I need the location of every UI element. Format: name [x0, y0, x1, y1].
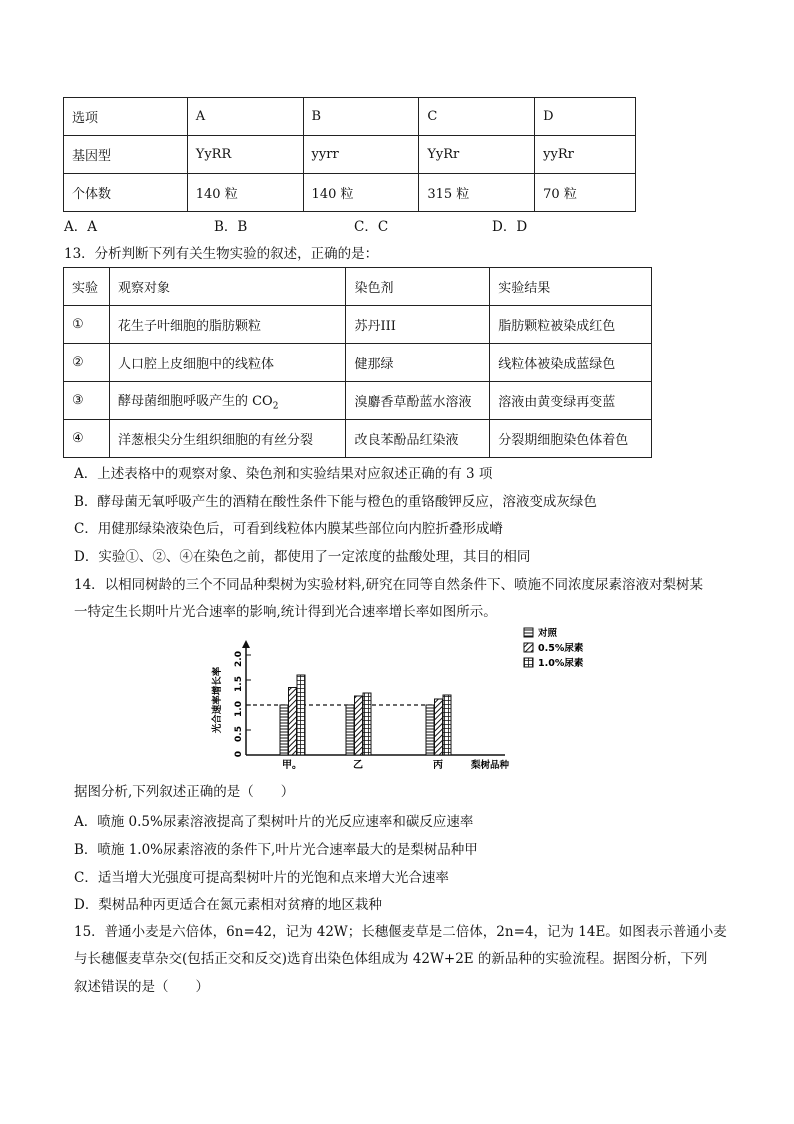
table-row: [64, 382, 652, 420]
y-axis-arrow-icon: [242, 640, 250, 648]
q13-option-a[interactable]: A．上述表格中的观察对象、染色剂和实验结果对应叙述正确的有 3 项: [74, 466, 493, 482]
q12-option-c[interactable]: C．C: [354, 219, 389, 235]
legend-label: 0.5%尿素: [538, 643, 584, 654]
table-cell: 140 粒: [303, 174, 419, 212]
table-cell: yyRr: [535, 136, 636, 174]
table-cell: 分裂期细胞染色体着色: [490, 420, 652, 458]
q15-stem-line3: 叙述错误的是（ ）: [74, 979, 209, 995]
q14-option-b[interactable]: B．喷施 1.0%尿素溶液的条件下,叶片光合速率最大的是梨树品种甲: [74, 842, 478, 858]
table-cell: C: [419, 98, 535, 136]
table-cell: ②: [64, 344, 110, 382]
table-cell: 315 粒: [419, 174, 535, 212]
table-cell: ①: [64, 306, 110, 344]
table-cell: 溴麝香草酚蓝水溶液: [346, 382, 490, 420]
legend-swatch: [524, 628, 533, 637]
photosynthesis-chart: [200, 620, 620, 780]
table-row: [64, 98, 636, 136]
experiment-table: [63, 267, 652, 458]
table-cell: 线粒体被染成蓝绿色: [490, 344, 652, 382]
q14-stem-line2: 一特定生长期叶片光合速率的影响,统计得到光合速率增长率如图所示。: [74, 604, 497, 620]
table-cell: ③: [64, 382, 110, 420]
legend-swatch: [524, 658, 533, 667]
y-tick-label: 0: [234, 751, 244, 758]
table-row: [64, 136, 636, 174]
bar: [280, 705, 288, 755]
bar: [426, 705, 434, 755]
q15-stem-line1: 15．普通小麦是六倍体，6n=42，记为 42W；长穗偃麦草是二倍体，2n=4，记为 14E。如图表示普通小麦: [74, 924, 727, 940]
table-header-cell: 染色剂: [346, 268, 490, 306]
q12-option-a[interactable]: A．A: [64, 219, 97, 235]
table-cell: 140 粒: [187, 174, 303, 212]
genotype-table: [63, 97, 636, 212]
table-cell: B: [303, 98, 419, 136]
q15-stem-line2: 与长穗偃麦草杂交(包括正交和反交)选育出染色体组成为 42W+2E 的新品种的实验流程。据图分析，下列: [74, 951, 708, 967]
bar: [289, 688, 297, 756]
q14-question: 据图分析,下列叙述正确的是（ ）: [74, 784, 295, 800]
y-tick-label: 2.0: [234, 651, 244, 667]
table-cell: 脂肪颗粒被染成红色: [490, 306, 652, 344]
bar: [346, 705, 354, 755]
legend-label: 对照: [538, 628, 558, 639]
table-cell: 个体数: [64, 174, 188, 212]
table-cell: 花生子叶细胞的脂肪颗粒: [109, 306, 346, 344]
table-row: [64, 306, 652, 344]
table-cell: 改良苯酚品红染液: [346, 420, 490, 458]
q13-option-d[interactable]: D．实验①、②、④在染色之前，都使用了一定浓度的盐酸处理，其目的相同: [74, 549, 531, 565]
table-cell: 70 粒: [535, 174, 636, 212]
table-row: [64, 174, 636, 212]
q14-option-d[interactable]: D．梨树品种丙更适合在氮元素相对贫瘠的地区栽种: [74, 897, 382, 913]
bar: [297, 675, 305, 755]
table-header-row: [64, 268, 652, 306]
y-tick-label: 0.5: [234, 726, 244, 742]
bar: [443, 695, 451, 755]
table-cell: 基因型: [64, 136, 188, 174]
subscript: 2: [272, 401, 279, 412]
table-cell: D: [535, 98, 636, 136]
table-header-cell: 实验: [64, 268, 110, 306]
table-header-cell: 实验结果: [490, 268, 652, 306]
legend-swatch: [524, 643, 533, 652]
q12-option-d[interactable]: D．D: [492, 219, 528, 235]
table-cell: ④: [64, 420, 110, 458]
table-cell: A: [187, 98, 303, 136]
table-header-cell: 观察对象: [109, 268, 346, 306]
table-cell: yyrr: [303, 136, 419, 174]
bar: [435, 699, 443, 755]
table-cell: 健那绿: [346, 344, 490, 382]
q14-option-c[interactable]: C．适当增大光强度可提高梨树叶片的光饱和点来增大光合速率: [74, 870, 449, 886]
y-tick-label: 1.0: [234, 701, 244, 717]
legend-label: 1.0%尿素: [538, 658, 584, 669]
table-cell: 溶液由黄变绿再变蓝: [490, 382, 652, 420]
y-tick-label: 1.5: [234, 676, 244, 692]
table-cell: 苏丹III: [346, 306, 490, 344]
q13-option-b[interactable]: B．酵母菌无氧呼吸产生的酒精在酸性条件下能与橙色的重铬酸钾反应，溶液变成灰绿色: [74, 494, 597, 510]
bar: [363, 693, 371, 755]
table-row: [64, 420, 652, 458]
table-cell: 洋葱根尖分生组织细胞的有丝分裂: [109, 420, 346, 458]
q14-option-a[interactable]: A．喷施 0.5%尿素溶液提高了梨树叶片的光反应速率和碳反应速率: [74, 814, 474, 830]
table-row: [64, 344, 652, 382]
q13-option-c[interactable]: C．用健那绿染液染色后，可看到线粒体内膜某些部位向内腔折叠形成嵴: [74, 521, 503, 537]
q13-stem: 13．分析判断下列有关生物实验的叙述，正确的是：: [64, 246, 379, 262]
table-cell: 人口腔上皮细胞中的线粒体: [109, 344, 346, 382]
table-cell: YyRR: [187, 136, 303, 174]
table-cell: YyRr: [419, 136, 535, 174]
q14-stem-line1: 14．以相同树龄的三个不同品种梨树为实验材料,研究在同等自然条件下、喷施不同浓度尿素溶液对梨树某: [74, 577, 703, 593]
bar: [355, 696, 363, 755]
x-tick-label: 甲。: [282, 760, 302, 771]
x-tick-label: 乙: [353, 760, 363, 771]
x-axis-label: 梨树品种: [470, 760, 510, 771]
table-cell: 选项: [64, 98, 188, 136]
cell-text: 酵母菌细胞呼吸产生的 CO: [117, 393, 273, 409]
q12-option-b[interactable]: B．B: [214, 219, 248, 235]
y-axis-label: 光合速率增长率: [212, 666, 223, 734]
table-cell: [109, 382, 346, 420]
x-tick-label: 丙: [433, 760, 443, 771]
